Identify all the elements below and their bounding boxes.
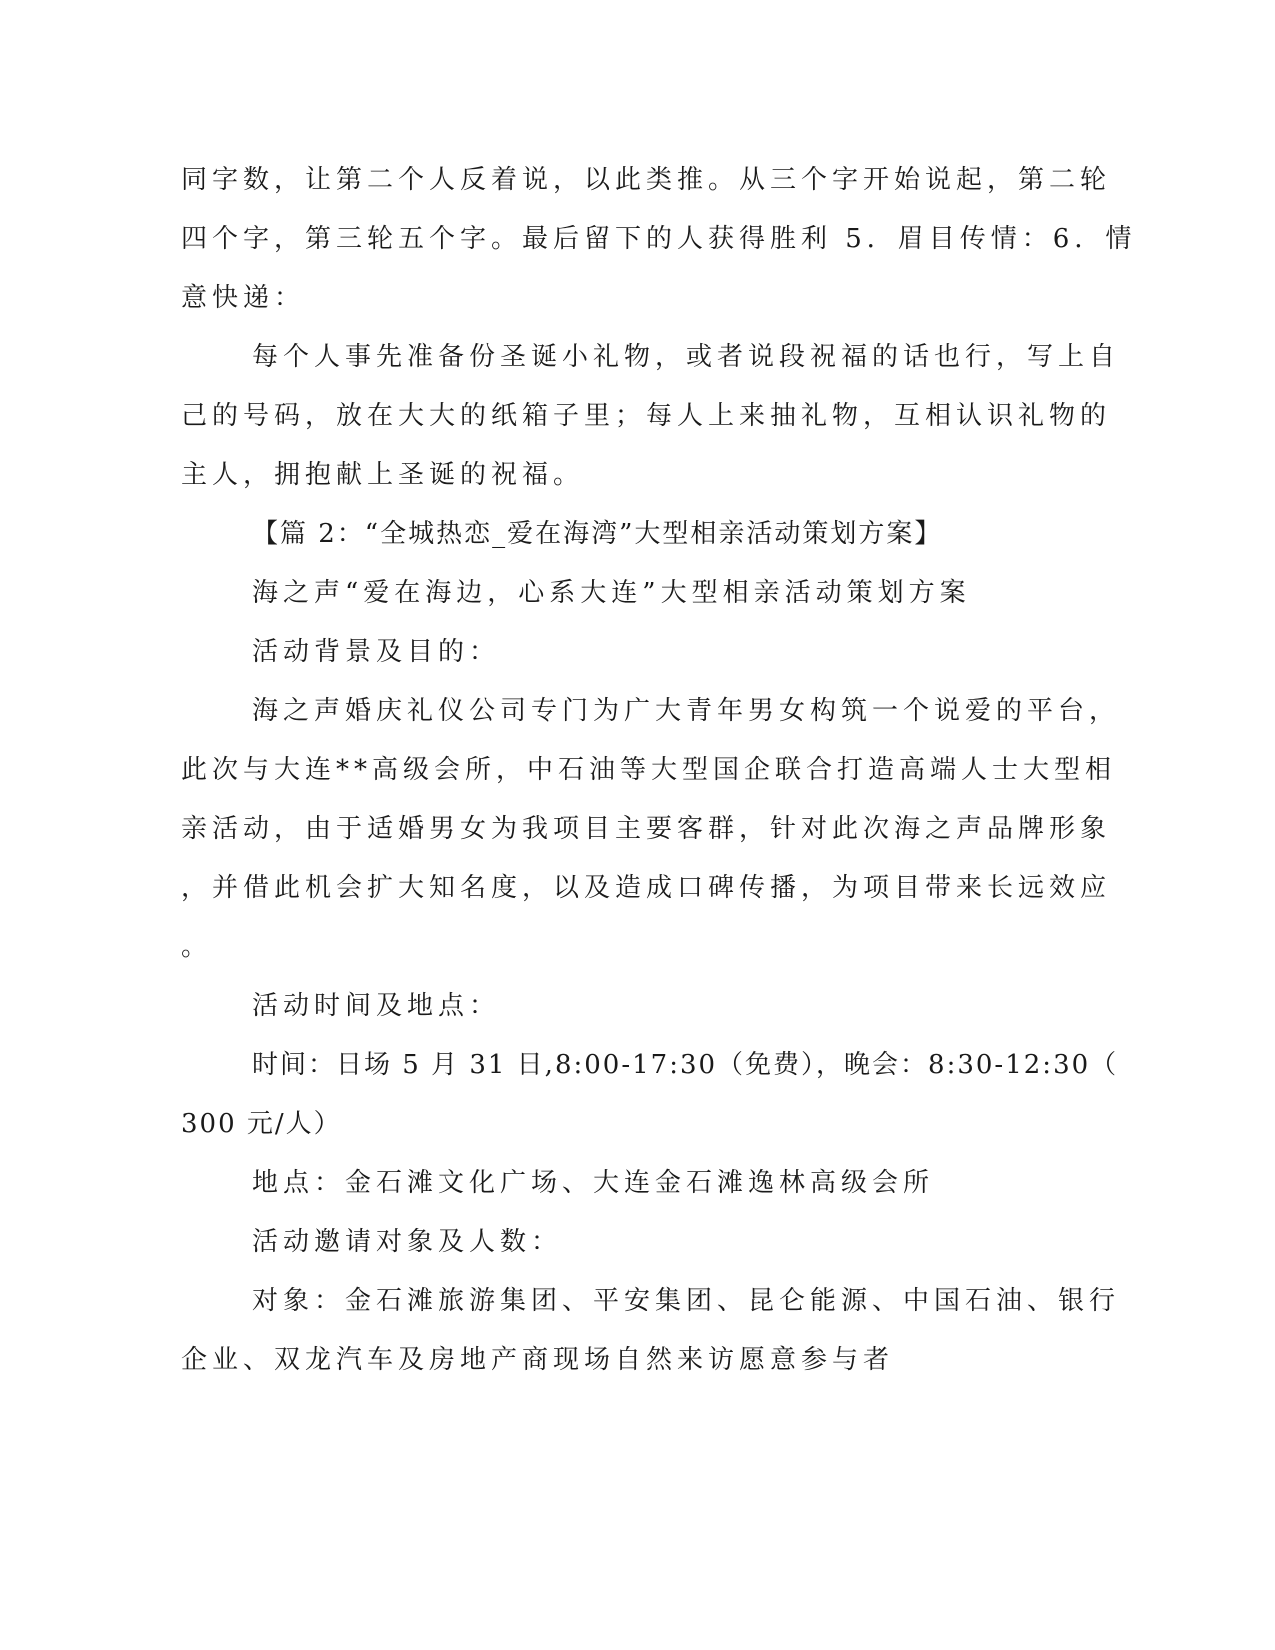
paragraph-line: 意快递： (181, 283, 306, 313)
paragraph-line: 。 (181, 932, 213, 962)
paragraph-line: 四个字，第三轮五个字。最后留下的人获得胜利 5．眉目传情：6．情 (181, 224, 1137, 254)
section-label: 活动时间及地点： (252, 991, 501, 1021)
paragraph-line: 主人，拥抱献上圣诞的祝福。 (181, 460, 585, 490)
paragraph-line: 企业、双龙汽车及房地产商现场自然来访愿意参与者 (181, 1345, 895, 1375)
paragraph-line: 对象：金石滩旅游集团、平安集团、昆仑能源、中国石油、银行 (252, 1286, 1121, 1316)
paragraph-line: ，并借此机会扩大知名度，以及造成口碑传播，为项目带来长远效应 (181, 873, 1112, 903)
paragraph-line: 海之声婚庆礼仪公司专门为广大青年男女构筑一个说爱的平台， (252, 696, 1121, 726)
paragraph-line: 己的号码，放在大大的纸箱子里；每人上来抽礼物，互相认识礼物的 (181, 401, 1112, 431)
paragraph-line: 同字数，让第二个人反着说，以此类推。从三个字开始说起，第二轮 (181, 165, 1112, 195)
section-label: 活动背景及目的： (252, 637, 501, 667)
paragraph-line: 地点：金石滩文化广场、大连金石滩逸林高级会所 (252, 1168, 935, 1198)
paragraph-line: 每个人事先准备份圣诞小礼物，或者说段祝福的话也行，写上自 (252, 342, 1121, 372)
paragraph-line: 亲活动，由于适婚男女为我项目主要客群，针对此次海之声品牌形象 (181, 814, 1112, 844)
paragraph-line: 300 元/人） (181, 1109, 342, 1139)
section-label: 活动邀请对象及人数： (252, 1227, 563, 1257)
section-heading: 【篇 2：“全城热恋_爱在海湾”大型相亲活动策划方案】 (252, 519, 943, 549)
paragraph-line: 此次与大连**高级会所，中石油等大型国企联合打造高端人士大型相 (181, 755, 1117, 785)
document-title: 海之声“爱在海边，心系大连”大型相亲活动策划方案 (252, 578, 971, 608)
paragraph-line: 时间：日场 5 月 31 日,8:00-17:30（免费），晚会：8:30-12:30（ (252, 1050, 1119, 1080)
